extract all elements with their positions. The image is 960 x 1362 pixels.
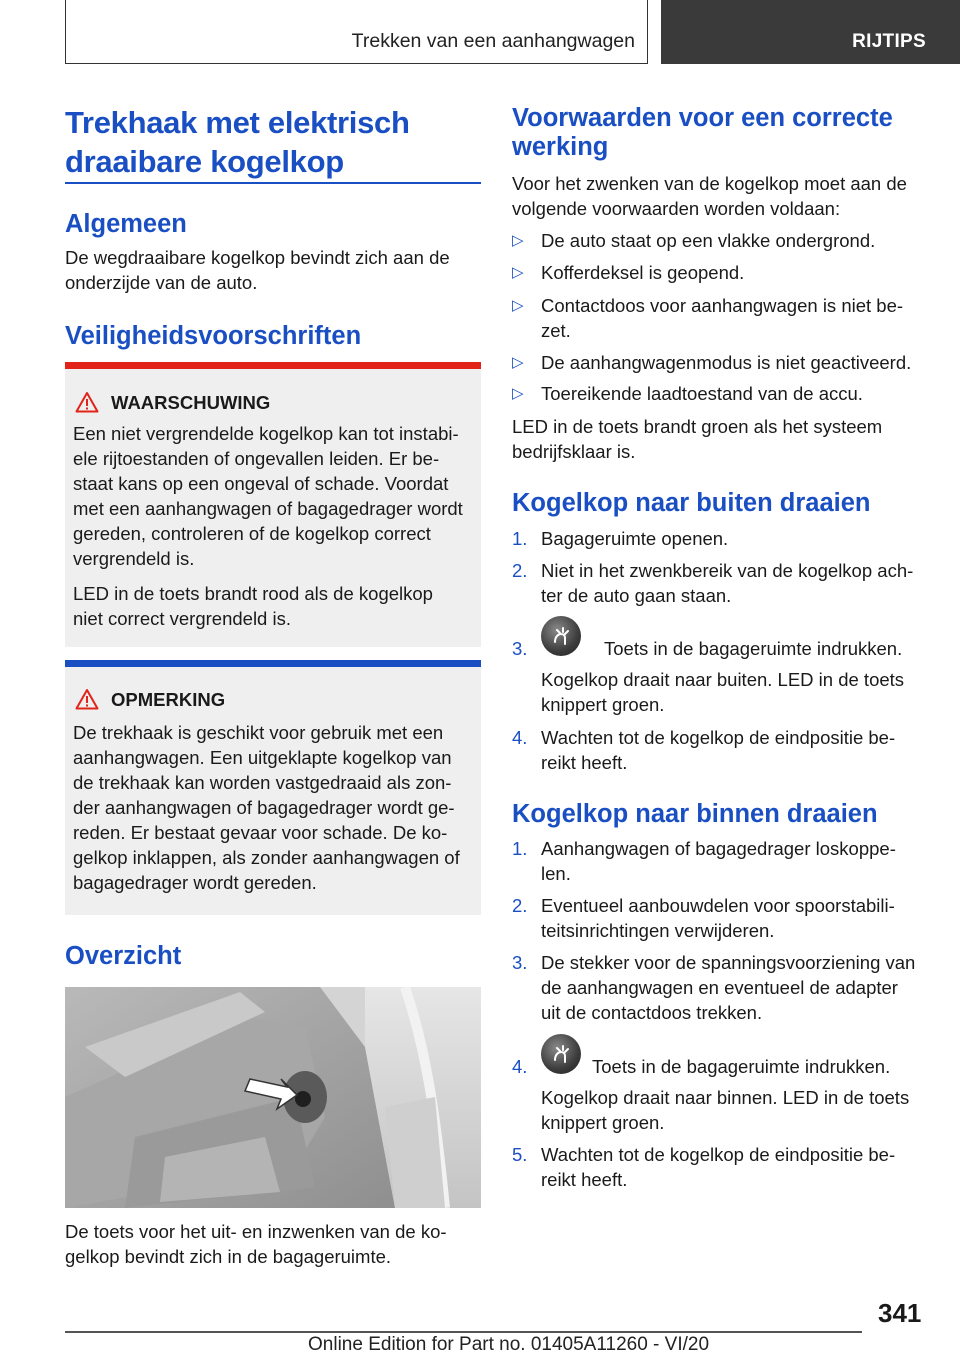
text-line: gelkop inklappen, als zonder aanhangwagen of — [73, 847, 460, 868]
text-line: de trekhaak kan worden vastgedraaid als zon- — [73, 772, 452, 793]
note-box — [65, 660, 481, 915]
text-line: knippert groen. — [541, 1112, 665, 1133]
text-line: De wegdraaibare kogelkop bevindt zich aan de — [65, 247, 450, 268]
text-line: reikt heeft. — [541, 1169, 628, 1190]
text-line: Kofferdeksel is geopend. — [541, 262, 745, 283]
text-line: Voor het zwenken van de kogelkop moet aan de — [512, 173, 907, 194]
title-divider — [65, 182, 481, 184]
bullet-triangle-icon: ▷ — [512, 354, 524, 371]
step-number: 1. — [512, 838, 528, 859]
text-line: reikt heeft. — [541, 752, 628, 773]
step-number: 2. — [512, 560, 528, 581]
text-line: Contactdoos voor aanhangwagen is niet be- — [541, 295, 904, 316]
text-line: bagagedrager wordt gereden. — [73, 872, 317, 893]
text-line: volgende voorwaarden worden voldaan: — [512, 198, 841, 219]
trunk-photo — [65, 987, 481, 1208]
trunk-illustration — [65, 987, 481, 1208]
text-line: vergrendeld is. — [73, 548, 195, 569]
text-line: uit de contactdoos trekken. — [541, 1002, 763, 1023]
chapter-title: RIJTIPS — [852, 31, 926, 52]
heading-veiligheid: Veiligheidsvoorschriften — [65, 322, 362, 350]
chapter-tab — [661, 0, 960, 64]
text-line: bedrijfsklaar is. — [512, 441, 636, 462]
voorwaarden-intro — [512, 171, 928, 221]
footer-divider — [65, 1331, 862, 1333]
bullet-triangle-icon: ▷ — [512, 385, 524, 402]
text-line: De toets voor het uit- en inzwenken van de ko- — [65, 1221, 447, 1242]
heading-voorwaarden — [512, 104, 928, 162]
bullet-triangle-icon: ▷ — [512, 232, 524, 249]
step-icon-text: Toets in de bagageruimte indrukken. — [592, 1056, 891, 1077]
step-number: 3. — [512, 638, 528, 659]
warning-led-text — [73, 581, 477, 631]
heading-line: werking — [512, 133, 609, 161]
text-line: gelkop bevindt zich in de bagageruimte. — [65, 1246, 392, 1267]
warning-bar — [65, 362, 481, 369]
warning-triangle-icon — [75, 391, 99, 413]
heading-buiten: Kogelkop naar buiten draaien — [512, 489, 871, 517]
warning-triangle-icon — [75, 688, 99, 710]
text-line: De trekhaak is geschikt voor gebruik met een — [73, 722, 444, 743]
voorwaarden-outro — [512, 414, 928, 464]
text-line: Toereikende laadtoestand van de accu. — [541, 383, 863, 404]
running-header — [65, 0, 648, 64]
text-line: knippert groen. — [541, 694, 665, 715]
algemeen-text — [65, 245, 481, 295]
text-line: met een aanhangwagen of bagagedrager wordt — [73, 498, 463, 519]
note-text — [73, 720, 477, 895]
text-line: Aanhangwagen of bagagedrager loskoppe- — [541, 838, 896, 859]
page-title-line2: draaibare kogelkop — [65, 144, 344, 179]
edition-text: Online Edition for Part no. 01405A11260 - VI/20 — [308, 1334, 710, 1355]
text-line: de aanhangwagen en eventueel de adapter — [541, 977, 898, 998]
text-line: aanhangwagen. Een uitgeklapte kogelkop van — [73, 747, 452, 768]
section-title: Trekken van een aanhangwagen — [351, 30, 635, 52]
step-number: 5. — [512, 1144, 528, 1165]
text-line: De auto staat op een vlakke ondergrond. — [541, 230, 876, 251]
text-line: Een niet vergrendelde kogelkop kan tot instabi- — [73, 423, 459, 444]
page-number: 341 — [878, 1298, 922, 1328]
note-bar — [65, 660, 481, 667]
text-line: Kogelkop draait naar buiten. LED in de toets — [541, 669, 905, 690]
text-line: Kogelkop draait naar binnen. LED in de toets — [541, 1087, 910, 1108]
text-line: Wachten tot de kogelkop de eindpositie be- — [541, 1144, 896, 1165]
heading-line: Voorwaarden voor een correcte — [512, 104, 893, 132]
warning-text — [73, 421, 477, 571]
text-line: ele rijtoestanden of ongevallen leiden. Er be- — [73, 448, 440, 469]
page-title — [65, 103, 481, 181]
step-number: 2. — [512, 895, 528, 916]
text-line: De aanhangwagenmodus is niet geactiveerd. — [541, 352, 912, 373]
text-line: Eventueel aanbouwdelen voor spoorstabili- — [541, 895, 895, 916]
step-number: 4. — [512, 727, 528, 748]
text-line: gereden, controleren of de kogelkop correct — [73, 523, 431, 544]
trailer-hitch-button-icon — [541, 1034, 581, 1074]
step-icon-text: Toets in de bagageruimte indrukken. — [604, 638, 903, 659]
heading-overzicht: Overzicht — [65, 942, 182, 970]
text-line: De stekker voor de spanningsvoorziening van — [541, 952, 916, 973]
bullet-triangle-icon: ▷ — [512, 297, 524, 314]
step-number: 4. — [512, 1056, 528, 1077]
overzicht-caption — [65, 1219, 481, 1269]
step-item — [512, 616, 928, 716]
text-line: Wachten tot de kogelkop de eindpositie be- — [541, 727, 896, 748]
text-line: Niet in het zwenkbereik van de kogelkop ach- — [541, 560, 914, 581]
note-title: OPMERKING — [111, 689, 226, 710]
step-number: 3. — [512, 952, 528, 973]
warning-box — [65, 362, 481, 647]
text-line: Bagageruimte openen. — [541, 528, 729, 549]
trailer-hitch-button-icon — [541, 616, 581, 656]
page-title-line1: Trekhaak met elektrisch — [65, 105, 410, 140]
bullet-triangle-icon: ▷ — [512, 264, 524, 281]
text-line: der aanhangwagen of bagagedrager wordt ge- — [73, 797, 455, 818]
heading-binnen: Kogelkop naar binnen draaien — [512, 800, 878, 828]
text-line: onderzijde van de auto. — [65, 272, 258, 293]
text-line: zet. — [541, 320, 571, 341]
heading-algemeen: Algemeen — [65, 210, 187, 238]
step-number: 1. — [512, 528, 528, 549]
text-line: LED in de toets brandt rood als de kogelkop — [73, 583, 433, 604]
text-line: staat kans op een ongeval of schade. Voordat — [73, 473, 449, 494]
text-line: niet correct vergrendeld is. — [73, 608, 291, 629]
text-line: ter de auto gaan staan. — [541, 585, 732, 606]
text-line: teitsinrichtingen verwijderen. — [541, 920, 775, 941]
text-line: LED in de toets brandt groen als het systeem — [512, 416, 883, 437]
text-line: reden. Er bestaat gevaar voor schade. De ko- — [73, 822, 448, 843]
warning-title: WAARSCHUWING — [111, 392, 271, 413]
text-line: len. — [541, 863, 571, 884]
step-item — [512, 1034, 928, 1134]
